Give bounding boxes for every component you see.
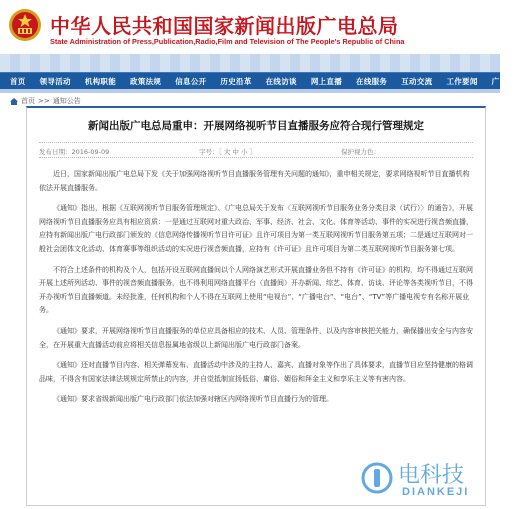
nav-item-disclosure[interactable]: 信息公开 — [175, 76, 207, 86]
national-emblem-icon — [8, 8, 42, 42]
nav-item-organization[interactable]: 机构职能 — [84, 76, 117, 86]
nav-item-policies[interactable]: 政策法规 — [130, 76, 162, 86]
home-icon — [10, 98, 18, 105]
article-paragraph: 《通知》还对直播节目内容、相关弹幕发布、直播活动中涉及的主持人、嘉宾、直播对象等作出了具体要求，直播节目应坚持健康的格调品味，不得含有国家法律法规规定所禁止的内容，并自觉抵制宣扬低俗、庸俗、媚俗和拜金主义和享乐主义等有害内容。 — [39, 361, 473, 383]
breadcrumb — [10, 96, 81, 106]
eye-care-color-selector[interactable]: 保护视力色： — [341, 148, 380, 156]
site-header — [0, 0, 500, 72]
nav-item-leaders[interactable]: 领导活动 — [39, 76, 71, 86]
nav-item-live[interactable]: 网上直播 — [310, 76, 343, 86]
dianke-logo-icon — [360, 461, 394, 495]
sub-nav-strip — [0, 89, 500, 93]
watermark-text-en: DIANKEJI — [402, 486, 470, 498]
breadcrumb-separator: >> — [38, 97, 50, 105]
article-paragraph: 不符合上述条件的机构及个人，包括开设互联网直播间以个人网络演艺形式开展直播业务但不持有《许可证》的机构，均不得通过互联网开展上述所列活动、事件的视音频直播服务，也不得利用网络直播平台（直播间）开办新闻、综艺、体育、访谈、评论等各类视听节目，不得开办视听节目直播频道。未经批准，任何机构和个人不得在互联网上使用“电视台”、“广播电台”、“电台”、“TV”等广播电视专有名称开展业务。 — [39, 265, 473, 315]
main-nav — [0, 72, 523, 89]
watermark — [358, 456, 498, 506]
nav-item-services[interactable]: 在线服务 — [356, 76, 388, 86]
nav-item-home[interactable]: 首页 — [10, 76, 26, 86]
article-paragraph: 《通知》要求，开展网络视听节目直播服务的单位应具备相应的技术、人员、管理条件，以及内容审核把关能力，确保播出安全与内容安全，在开展重大直播活动前应将相关信息报属地省级以上新闻出版广电行政部门备案。 — [39, 326, 473, 349]
site-title-en: State Administration of Press,Publication,Radio,Film and Television of The People's Republic of China — [50, 37, 405, 46]
article-paragraph: 《通知》指出，根据《互联网视听节目服务管理规定》、《广电总局关于发布〈互联网视听节目服务业务分类目录（试行）〉的通告》，开展网络视听节目直播服务应具有相应资质：一是通过互联网对重大政治、军事、经济、社会、文化、体育等活动、事件的实况进行视音频直播，应持有新闻出版广电行政部门颁发的《信息网络传播视听节目许可证》且许可项目为第一类互联网视听节目服务第五项；二是通过互联网对一般社会团体文化活动、体育赛事等组织活动的实况进行视音频直播，应持有《许可证》且许可项目为第二类互联网视听节目服务第七项。 — [39, 204, 473, 253]
nav-item-bureau[interactable]: 广电总局 — [491, 76, 523, 86]
article-paragraph: 近日，国家新闻出版广电总局下发《关于加强网络视听节目直播服务管理有关问题的通知》，重申相关规定，要求网络视听节目直播机构依法开展直播服务。 — [39, 170, 470, 192]
nav-item-interviews[interactable]: 在线访谈 — [265, 76, 297, 86]
article-panel — [26, 106, 486, 506]
nav-item-news[interactable]: 工作要闻 — [446, 76, 478, 86]
nav-item-interaction[interactable]: 互动交流 — [401, 76, 433, 86]
nav-item-history[interactable]: 历史沿革 — [220, 76, 252, 86]
watermark-text-cn: 电科技 — [398, 463, 465, 488]
article-meta — [39, 142, 473, 158]
site-title-cn: 中华人民共和国国家新闻出版广电总局 — [50, 14, 399, 38]
article-paragraph: 《通知》要求省级新闻出版广电行政部门依法加强对辖区内网络视听节目直播行为的管理。 — [53, 395, 333, 404]
font-size-selector[interactable]: 字号：［ 大 中 小 ］ — [199, 148, 257, 156]
breadcrumb-section[interactable]: 通知公告 — [52, 97, 81, 105]
publish-date: 发布日期：2016-09-09 — [39, 148, 110, 156]
header-banner-graphic — [0, 54, 500, 72]
article-body — [39, 168, 473, 414]
breadcrumb-home[interactable]: 首页 — [21, 97, 35, 105]
article-title: 新闻出版广电总局重申：开展网络视听节目直播服务应符合现行管理规定 — [88, 120, 424, 132]
